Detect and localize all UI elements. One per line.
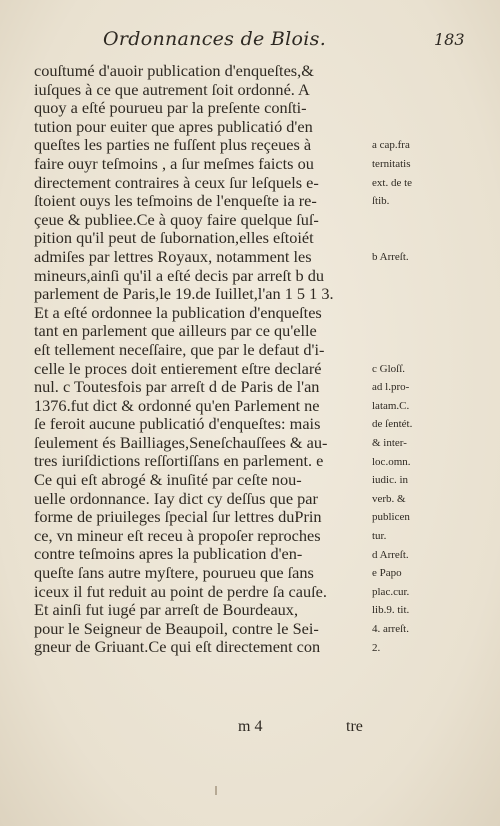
text-line: ſe feroit aucune publicatió d'enqueſtes: mais (34, 415, 321, 434)
running-title: Ordonnances de Blois. (103, 28, 327, 50)
page-number: 183 (434, 30, 465, 49)
text-line: contre teſmoins apres la publication d'en- (34, 545, 303, 564)
text-line: celle le proces doit entierement eſtre declaré (34, 359, 322, 378)
margin-note: ſtib. (372, 195, 390, 208)
margin-note: ternitatis (372, 158, 411, 170)
text-line: Et a eſté ordonnee la publication d'enqueſtes (34, 303, 322, 322)
paper-speck (215, 786, 217, 795)
text-line: ſtoient ouys les teſmoins de l'enqueſte ia re- (34, 192, 317, 211)
margin-note: a cap.fra (372, 139, 410, 152)
text-line: mineurs,ainſi qu'il a eſté decis par arreſt b du (34, 266, 325, 285)
text-line: pour le Seigneur de Beaupoil, contre le Sei- (34, 619, 319, 638)
text-line: queſte ſans autre myſtere, pourueu que ſans (34, 564, 314, 583)
text-line: 1376.fut dict & ordonné qu'en Parlement ne (34, 396, 320, 415)
text-line: iuſques à ce que autrement ſoit ordonné. A (34, 80, 310, 99)
text-line: tant en parlement que ailleurs par ce qu'elle (34, 322, 317, 341)
margin-note: 2. (372, 641, 381, 654)
margin-note: & inter- (372, 437, 407, 449)
text-line: forme de priuileges ſpecial ſur lettres duPrin (34, 508, 322, 527)
text-line: tution pour euiter que apres publicatió d'en (34, 117, 313, 136)
text-line: tres iuriſdictions reſſortiſſans en parlement. e (34, 452, 324, 471)
text-line: queſtes les parties ne fuſſent plus reçeues à (34, 136, 312, 155)
margin-note: de ſentét. (372, 418, 413, 431)
text-line: Et ainſi fut iugé par arreſt de Bourdeaux, (34, 601, 299, 620)
margin-note: iudic. in (372, 474, 409, 487)
text-line: ce, vn mineur eſt receu à propoſer reproches (34, 526, 321, 545)
margin-note: verb. & (372, 492, 406, 505)
margin-note: publicen (372, 511, 410, 524)
margin-note: e Papo (372, 567, 402, 580)
margin-note: loc.omn. (372, 455, 411, 468)
text-line: ſeulement és Bailliages,Seneſchauſſees & au- (34, 433, 328, 452)
text-line: parlement de Paris,le 19.de Iuillet,l'an 1 5 1 3. (34, 285, 334, 304)
text-line: faire ouyr teſmoins , a ſur meſmes faicts ou (34, 154, 314, 173)
text-line: çeue & publiee.Ce à quoy faire quelque ſuſ- (34, 210, 319, 229)
signature-mark: m 4 (238, 718, 263, 735)
main-text-column (34, 62, 370, 657)
margin-note: lib.9. tit. (372, 604, 410, 617)
text-line: Ce qui eſt abrogé & inuſité par ceſte nou- (34, 471, 302, 490)
text-line: nul. c Toutesfois par arreſt d de Paris de l'an (34, 378, 320, 397)
text-line: eſt tellement neceſſaire, que par le defaut d'i- (34, 340, 325, 359)
margin-note: 4. arreſt. (372, 623, 409, 635)
text-line: iceux il fut reduit au point de perdre ſa cauſe. (34, 582, 327, 601)
text-line: uelle ordonnance. Iay dict cy deſſus que par (34, 489, 318, 508)
text-line: couſtumé d'auoir publication d'enqueſtes,& (34, 62, 314, 80)
text-line: directement contraires à ceux ſur leſquels e- (34, 173, 319, 192)
page-header (0, 28, 500, 54)
margin-note: ad l.pro- (372, 381, 410, 394)
margin-note: tur. (372, 530, 387, 542)
margin-note: c Gloſſ. (372, 362, 405, 375)
text-line: pition qu'il peut de ſubornation,elles eſtoiét (34, 229, 314, 248)
text-line: admiſes par lettres Royaux, notamment les (34, 247, 312, 266)
margin-note: latam.C. (372, 399, 410, 412)
margin-note: ext. de te (372, 176, 413, 189)
text-line: gneur de Griuant.Ce qui eſt directement con (34, 638, 321, 657)
catchword: tre (346, 718, 363, 735)
text-line: quoy a eſté pourueu par la preſente conſti- (34, 99, 307, 118)
margin-note: plac.cur. (372, 585, 410, 598)
margin-note: d Arreſt. (372, 548, 409, 561)
margin-note: b Arreſt. (372, 251, 409, 263)
